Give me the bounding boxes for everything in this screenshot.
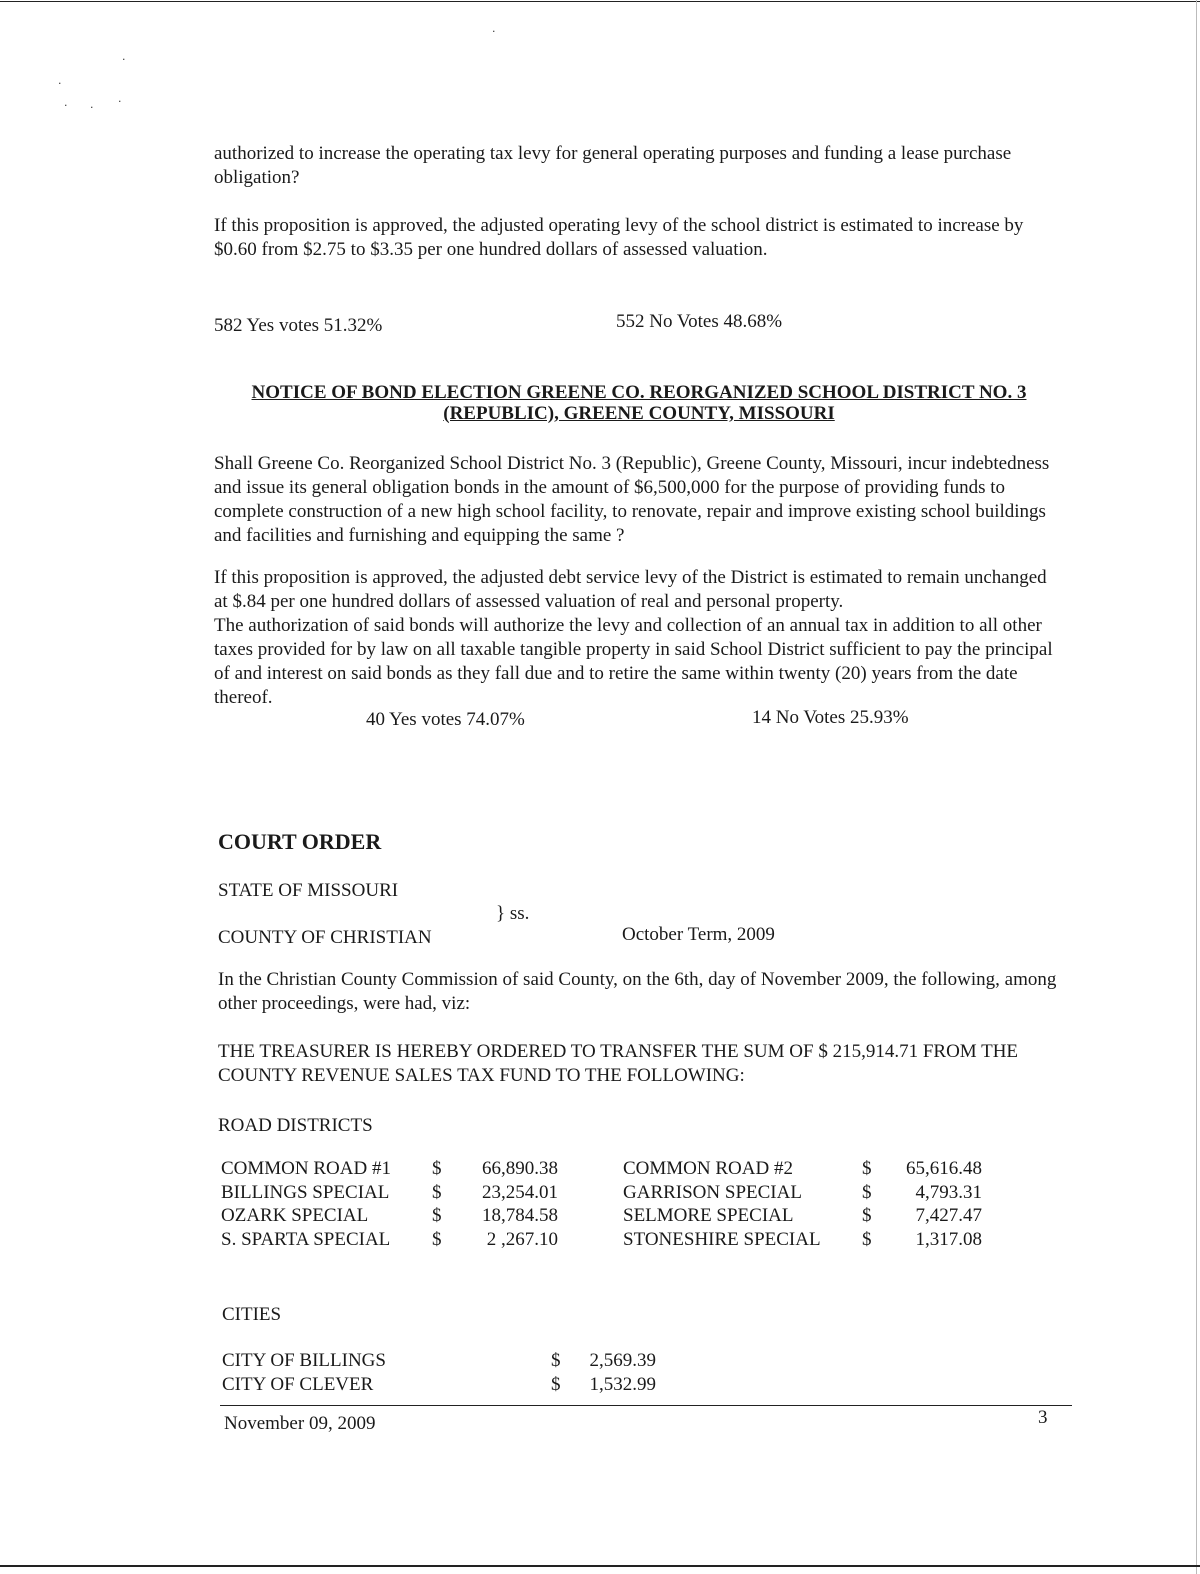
term-label: October Term, 2009 [622,924,775,945]
road-district-row [0,1228,1200,1252]
road-district-row [0,1204,1200,1228]
road-district-amount: 2 ,267.10 [486,1228,558,1250]
transfer-order: THE TREASURER IS HEREBY ORDERED TO TRANSFER THE SUM OF $ 215,914.71 FROM THE COUNTY REVENUE SALES TAX FUND TO THE FOLLOWING: [218,1041,1019,1086]
page-number: 3 [1038,1407,1048,1428]
bottom-border [0,1565,1200,1567]
state-label: STATE OF MISSOURI [218,880,399,901]
bond-authorization-note: The authorization of said bonds will authorize the levy and collection of an annual tax in addition to all other taxes provided for by law on all taxable tangible property in said School District sufficient to pay the principal of and interest on said bonds as they fall due and to retire the same within twenty (20) years from the date thereof. [214,615,1053,708]
scan-speck: · [118,95,122,108]
currency-symbol: $ [432,1205,442,1226]
road-district-row [0,1157,1200,1181]
currency-symbol: $ [432,1228,442,1250]
road-district-amount: 66,890.38 [482,1158,558,1179]
road-district-amount: 1,317.08 [915,1228,982,1250]
bond-notice-heading-line1: NOTICE OF BOND ELECTION GREENE CO. REORGANIZED SCHOOL DISTRICT NO. 3 [251,382,1027,403]
road-district-name: S. SPARTA SPECIAL [221,1228,391,1250]
currency-symbol: $ [862,1181,872,1203]
cities-label: CITIES [222,1304,282,1325]
road-district-name: GARRISON SPECIAL [623,1181,802,1203]
scan-speck: · [122,53,126,66]
road-district-amount: 7,427.47 [915,1205,982,1226]
ss-bracket: } ss. [496,903,530,924]
city-amount: 1,532.99 [589,1374,656,1395]
top-no-votes: 552 No Votes 48.68% [616,311,783,332]
road-districts-label: ROAD DISTRICTS [218,1115,373,1136]
top-yes-votes: 582 Yes votes 51.32% [214,315,383,336]
city-name: CITY OF BILLINGS [222,1350,386,1371]
currency-symbol: $ [551,1374,561,1395]
road-district-amount: 65,616.48 [906,1158,982,1179]
currency-symbol: $ [862,1205,872,1226]
road-district-name: STONESHIRE SPECIAL [623,1228,821,1250]
currency-symbol: $ [862,1228,872,1250]
scan-speck: · [90,101,94,114]
road-district-amount: 18,784.58 [482,1205,558,1226]
bond-no-votes: 14 No Votes 25.93% [752,707,909,728]
road-district-row [0,1181,1200,1205]
road-district-amount: 23,254.01 [482,1181,558,1203]
scan-speck: · [492,25,496,38]
county-label: COUNTY OF CHRISTIAN [218,927,432,948]
operating-levy-note: If this proposition is approved, the adjusted operating levy of the school district is estimated to increase by $0.60 from $2.75 to $3.35 per one hundred dollars of assessed valuation. [214,215,1024,260]
footer-rule [220,1405,1072,1406]
bond-question: Shall Greene Co. Reorganized School District No. 3 (Republic), Greene County, Missouri, incur indebtedness and issue its general obligation bonds in the amount of $6,500,000 for the purpose of providing funds to complete construction of a new high school facility, to renovate, repair and improve existing school buildings and facilities and furnishing and equipping the same ? [214,453,1050,546]
scan-speck: · [64,99,68,112]
operating-levy-question: authorized to increase the operating tax levy for general operating purposes and funding a lease purchase obligation? [214,143,1012,188]
road-district-name: COMMON ROAD #1 [221,1158,391,1179]
court-intro: In the Christian County Commission of said County, on the 6th, day of November 2009, the following, among other proceedings, were had, viz: [218,969,1057,1014]
currency-symbol: $ [432,1181,442,1203]
bond-levy-note: If this proposition is approved, the adjusted debt service levy of the District is estimated to remain unchanged at $.84 per one hundred dollars of assessed valuation of real and personal property. [214,567,1047,612]
road-district-name: BILLINGS SPECIAL [221,1181,390,1203]
bond-yes-votes: 40 Yes votes 74.07% [366,709,525,730]
scan-speck: · [58,77,62,90]
right-edge-shadow [1196,0,1197,1574]
currency-symbol: $ [551,1350,561,1371]
road-district-amount: 4,793.31 [915,1181,982,1203]
court-order-title: COURT ORDER [218,829,382,854]
city-row [0,1373,1200,1397]
road-district-name: SELMORE SPECIAL [623,1205,794,1226]
road-district-name: COMMON ROAD #2 [623,1158,793,1179]
top-border [0,1,1200,2]
city-amount: 2,569.39 [589,1350,656,1371]
bond-notice-heading-line2: (REPUBLIC), GREENE COUNTY, MISSOURI [443,403,835,424]
city-name: CITY OF CLEVER [222,1374,374,1395]
footer-date: November 09, 2009 [224,1413,376,1434]
currency-symbol: $ [862,1158,872,1179]
currency-symbol: $ [432,1158,442,1179]
city-row [0,1349,1200,1373]
road-district-name: OZARK SPECIAL [221,1205,369,1226]
